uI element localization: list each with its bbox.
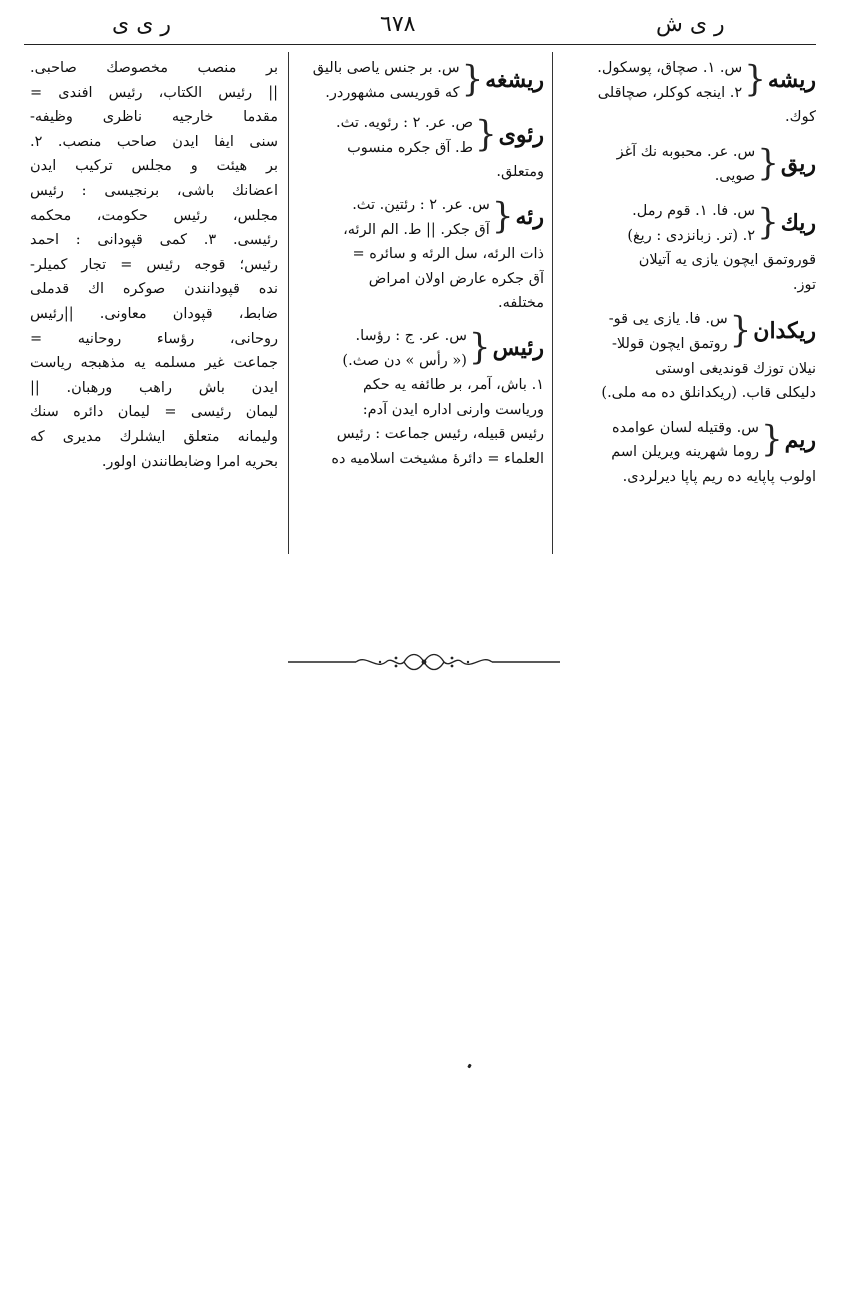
entry-definition (560, 56, 742, 105)
brace-glyph: { (757, 141, 779, 184)
text-line: س. وقتيله لسان عوامده (612, 419, 759, 436)
brace-glyph: { (760, 417, 783, 460)
column-right (560, 56, 816, 490)
text-line: ٢. اينجه كوكلر، صچاقلى (597, 84, 743, 101)
text-line: روتمق ايچون قوللا- (611, 335, 728, 352)
text-line: آق جكر. || ط. الم الرئه، (343, 221, 490, 238)
brace-glyph: { (757, 200, 779, 243)
text-line: رئيس؛ قوجه رئيس = تجار كميلر- (30, 256, 278, 273)
column-middle (296, 56, 544, 472)
dictionary-entry-block (560, 416, 816, 490)
column-divider-left (288, 52, 289, 554)
entry-definition (560, 199, 755, 248)
dictionary-entry (296, 324, 544, 373)
text-line: ط. آق جكره منسوب (347, 139, 474, 156)
text-line: ومتعلق. (496, 164, 544, 181)
page-number: ٦٧٨ (380, 12, 416, 37)
text-line: س. عر. ج : رؤسا. (355, 327, 467, 344)
entry-headword: رئه (515, 203, 544, 230)
dictionary-entry-block (296, 324, 544, 472)
text-line: جماعت غير مسلمه يه مذهبجه رياست (30, 355, 278, 372)
brace-glyph: { (461, 58, 484, 100)
dictionary-entry (560, 416, 816, 465)
text-line: قوروتمق ايچون يازى يه آتيلان (638, 252, 816, 269)
dictionary-entry (560, 56, 816, 105)
text-line: اولوب پاپايه ده ريم پاپا ديرلردى. (622, 468, 816, 485)
text-line: ورياست وارنى اداره ايدن آدم: (362, 401, 544, 418)
text-line: س. عر. محبوبه نك آغز (616, 143, 756, 160)
brace-glyph: { (744, 58, 766, 100)
text-line: توز. (792, 276, 816, 293)
dictionary-entry-block (560, 56, 816, 130)
text-line: كوك. (785, 109, 816, 126)
dictionary-entry (560, 199, 816, 248)
entry-continuation (296, 373, 544, 471)
text-line: س. فا. يازى يى قو- (608, 311, 728, 328)
text-line: ١. باش، آمر، بر طائفه يه حكم (363, 377, 544, 394)
entry-definition (296, 111, 473, 160)
entry-headword: رئيس (492, 334, 544, 361)
header-rule (24, 44, 816, 45)
text-line: آق جكره عارض اولان امراض (368, 270, 544, 287)
dictionary-entry-block (560, 199, 816, 297)
text-line: س. فا. ١. قوم رمل. (632, 202, 756, 219)
entry-definition (296, 324, 467, 373)
dictionary-entry (560, 140, 816, 189)
text-line: رئيس قبيله، رئيس جماعت : رئيس (336, 426, 544, 443)
entry-headword: ريك (780, 209, 816, 236)
text-line: نده قپودانندن صوكره اك قدملى (30, 281, 278, 298)
entry-headword: ريكدان (753, 318, 816, 345)
text-line: مجلس، رئيس حكومت، محكمه (30, 207, 278, 224)
text-line: بحريه امرا وضابطانندن اولور. (101, 453, 278, 470)
entry-headword: ريشغه (485, 67, 544, 93)
text-line: رئيسى. ٣. كمى قپودانى : احمد (30, 232, 278, 249)
text-line: || رئيس الكتاب، رئيس افندى = (30, 84, 278, 101)
entry-continuation (560, 105, 816, 130)
header-left-letters: ر ى ى (112, 12, 172, 37)
text-line: كه قوريسى مشهوردر. (325, 84, 460, 101)
text-line: مقدما خارجيه ناظرى وظيفه- (30, 109, 278, 126)
ink-speck (467, 1064, 472, 1069)
text-line: ذات الرئه، سل الرئه و سائره = (352, 246, 544, 263)
text-line: صويى. (714, 168, 756, 185)
column-divider-right (552, 52, 553, 554)
ornament-divider-icon (288, 650, 560, 674)
text-line: نيلان توزك قونديغى اوستى (655, 360, 816, 377)
dictionary-entry-block (296, 111, 544, 185)
text-line: ليمان رئيسى = ليمان دائره سنك (30, 404, 278, 421)
dictionary-entry-block (296, 193, 544, 316)
text-line: س. ١. صچاق، پوسكول. (597, 60, 743, 76)
text-line: س. عر. ٢ : رئتين. تث. (352, 196, 490, 213)
entry-definition (560, 307, 728, 356)
text-line: اعضانك باشى، برنجيسى : رئيس (30, 182, 278, 199)
entry-headword: ريم (784, 426, 816, 453)
dictionary-entry (296, 111, 544, 160)
text-line: العلماء = دائرۀ مشيخت اسلاميه ده (331, 450, 544, 467)
text-line: ص. عر. ٢ : رئويه. تث. (336, 115, 474, 132)
entry-continuation (560, 357, 816, 406)
dictionary-entry (296, 56, 544, 105)
column-left (30, 56, 278, 474)
text-line: وليمانه متعلق ايشلرك مديرى كه (30, 428, 278, 445)
entry-continuation (296, 160, 544, 185)
header-right-letters: ر ى ش (656, 12, 725, 37)
dictionary-entry (560, 307, 816, 356)
entry-headword: ريشه (767, 67, 816, 93)
text-line: (« رأس » دن صث.) (342, 352, 467, 369)
text-line: ايدن باش راهب ورهبان. || (30, 379, 278, 396)
entry-definition (560, 140, 755, 189)
entry-definition (296, 56, 460, 105)
entry-continuation (560, 465, 816, 490)
brace-glyph: { (468, 325, 491, 368)
text-line: مختلفه. (497, 295, 544, 312)
text-line: ٢. (تر. زبانزدى : ريغ) (627, 227, 756, 244)
brace-glyph: { (475, 113, 497, 156)
brace-glyph: { (491, 194, 514, 237)
entry-continuation (296, 242, 544, 316)
entry-definition (560, 416, 759, 465)
text-line: ضابط، قپودان معاونى. ||رئيس (30, 305, 278, 322)
text-line: س. بر جنس ياصى باليق (312, 60, 460, 76)
text-line: روحانى، رؤساء روحانيه = (30, 330, 278, 347)
text-line: سنى ايفا ايدن صاحب منصب. ٢. (30, 133, 278, 150)
text-line: دليكلى قاب. (ريكدانلق ده مه ملى.) (601, 385, 816, 402)
dictionary-entry-block (560, 307, 816, 405)
text-line: بر منصب مخصوصك صاحبى. (30, 60, 278, 76)
text-line: روما شهرينه ويريلن اسم (611, 444, 759, 461)
entry-headword: ريق (780, 150, 816, 177)
entry-definition (296, 193, 490, 242)
dictionary-entry (296, 193, 544, 242)
text-line: بر هيئت و مجلس تركيب ايدن (30, 158, 278, 175)
entry-headword: رئوى (498, 122, 544, 149)
brace-glyph: { (729, 309, 752, 352)
entry-continuation (560, 248, 816, 297)
